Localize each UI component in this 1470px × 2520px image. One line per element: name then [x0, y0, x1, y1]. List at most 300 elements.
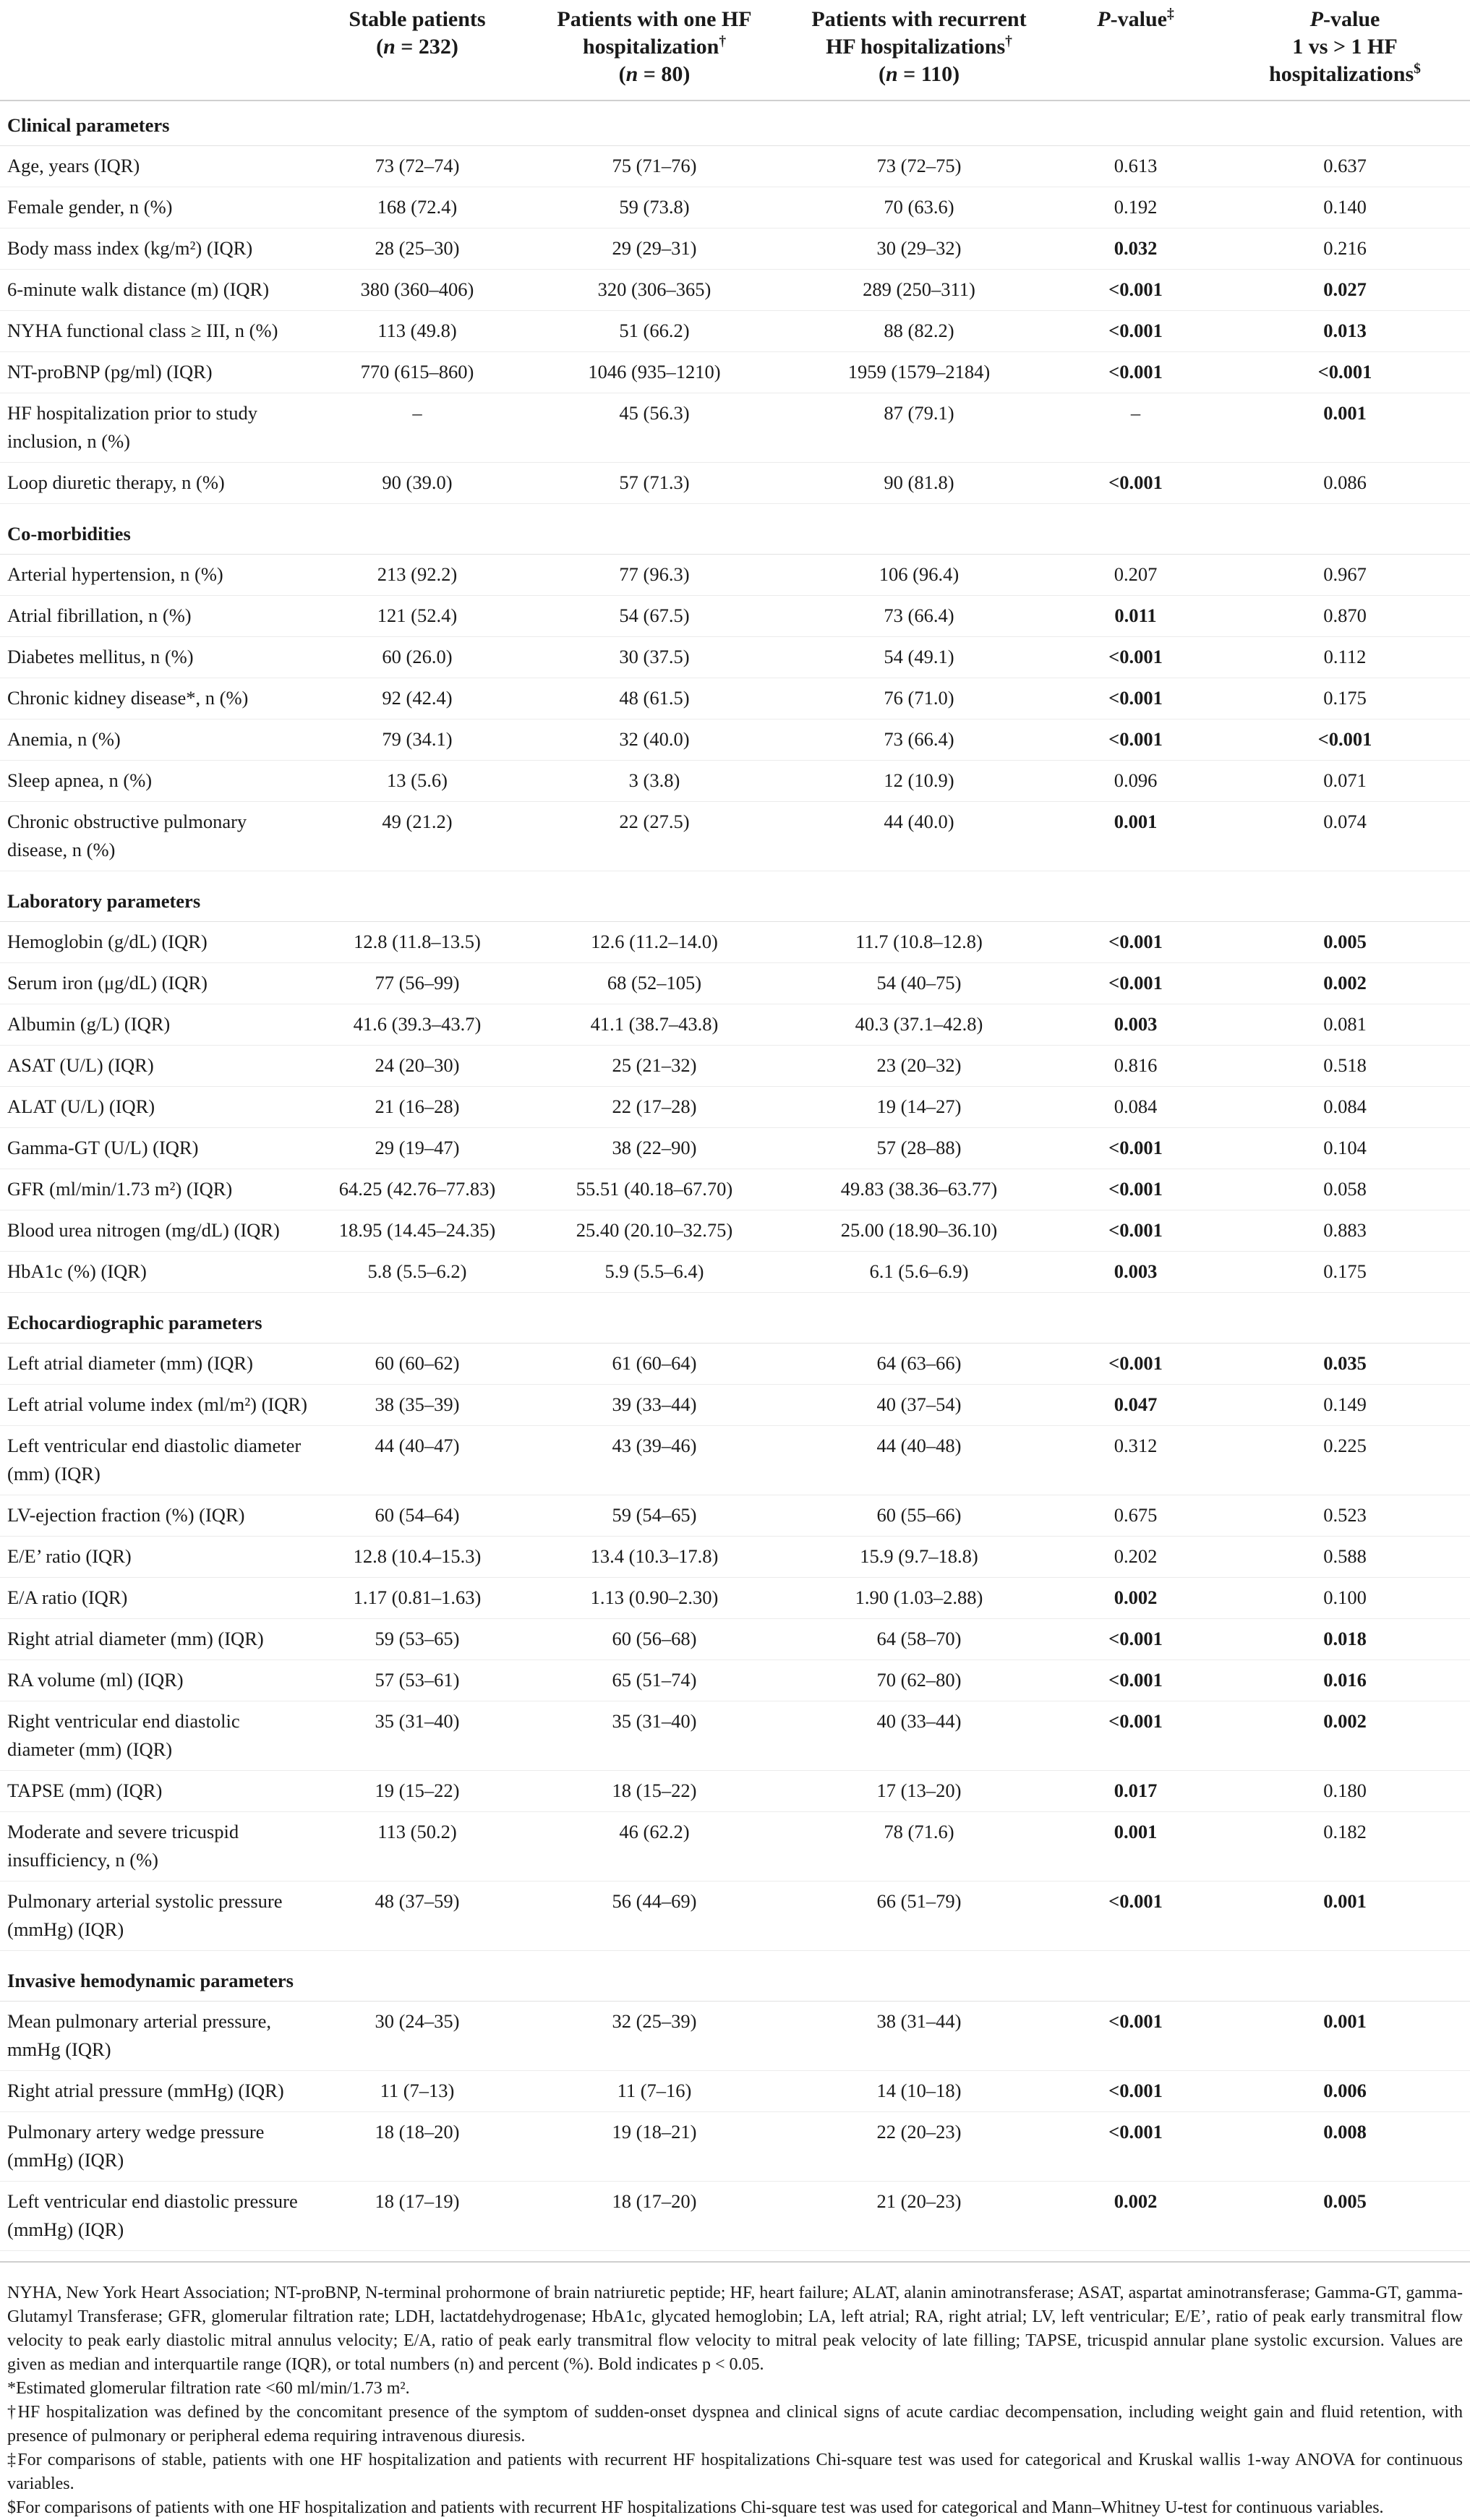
table-row: [0, 1004, 1470, 1046]
value-recurrent-hf: 70 (62–80): [787, 1660, 1051, 1701]
p-value-1-vs-more: <0.001: [1220, 352, 1470, 393]
value-one-hf: 1046 (935–1210): [522, 352, 787, 393]
p-value-1-vs-more: 0.518: [1220, 1046, 1470, 1087]
value-recurrent-hf: 73 (66.4): [787, 596, 1051, 637]
row-label: Atrial fibrillation, n (%): [0, 596, 312, 637]
p-value-1-vs-more: 0.081: [1220, 1004, 1470, 1046]
table-row: [0, 678, 1470, 719]
value-stable: 41.6 (39.3–43.7): [312, 1004, 522, 1046]
value-recurrent-hf: 11.7 (10.8–12.8): [787, 922, 1051, 963]
value-recurrent-hf: 15.9 (9.7–18.8): [787, 1537, 1051, 1578]
table-row: [0, 146, 1470, 187]
value-one-hf: 77 (96.3): [522, 555, 787, 596]
header-p-value: P-value‡: [1051, 0, 1220, 101]
value-recurrent-hf: 54 (49.1): [787, 637, 1051, 678]
section-header-row: [0, 101, 1470, 146]
value-recurrent-hf: 57 (28–88): [787, 1128, 1051, 1169]
value-recurrent-hf: 30 (29–32): [787, 228, 1051, 270]
row-label: Left ventricular end diastolic diameter (mm) (IQR): [0, 1426, 312, 1495]
value-recurrent-hf: 1.90 (1.03–2.88): [787, 1578, 1051, 1619]
value-stable: 64.25 (42.76–77.83): [312, 1169, 522, 1210]
value-recurrent-hf: 49.83 (38.36–63.77): [787, 1169, 1051, 1210]
table-row: [0, 270, 1470, 311]
row-label: ALAT (U/L) (IQR): [0, 1087, 312, 1128]
header-stable-line1: Stable patients: [349, 7, 486, 31]
section-title: Echocardiographic parameters: [0, 1293, 1470, 1344]
table-row: [0, 1426, 1470, 1495]
value-one-hf: 39 (33–44): [522, 1385, 787, 1426]
value-recurrent-hf: 78 (71.6): [787, 1812, 1051, 1882]
value-stable: 60 (54–64): [312, 1495, 522, 1537]
p-value: 0.017: [1051, 1771, 1220, 1812]
header-stable-line2: (n = 232): [376, 35, 458, 59]
value-one-hf: 11 (7–16): [522, 2071, 787, 2112]
value-one-hf: 56 (44–69): [522, 1882, 787, 1951]
header-stable-patients: [312, 0, 522, 101]
value-stable: 18 (17–19): [312, 2182, 522, 2251]
value-recurrent-hf: 14 (10–18): [787, 2071, 1051, 2112]
row-label: Mean pulmonary arterial pressure, mmHg (IQR): [0, 2002, 312, 2071]
value-one-hf: 32 (25–39): [522, 2002, 787, 2071]
p-value-1-vs-more: 0.100: [1220, 1578, 1470, 1619]
value-one-hf: 46 (62.2): [522, 1812, 787, 1882]
value-recurrent-hf: 54 (40–75): [787, 963, 1051, 1004]
table-row: [0, 1046, 1470, 1087]
p-value-1-vs-more: 0.182: [1220, 1812, 1470, 1882]
section-header-row: [0, 504, 1470, 555]
value-stable: 5.8 (5.5–6.2): [312, 1252, 522, 1293]
row-label: Moderate and severe tricuspid insufficiency, n (%): [0, 1812, 312, 1882]
value-one-hf: 60 (56–68): [522, 1619, 787, 1660]
row-label: TAPSE (mm) (IQR): [0, 1771, 312, 1812]
value-recurrent-hf: 6.1 (5.6–6.9): [787, 1252, 1051, 1293]
p-value: 0.002: [1051, 2182, 1220, 2251]
p-value: <0.001: [1051, 2002, 1220, 2071]
value-one-hf: 57 (71.3): [522, 463, 787, 504]
value-one-hf: 3 (3.8): [522, 761, 787, 802]
row-label: ASAT (U/L) (IQR): [0, 1046, 312, 1087]
p-value: 0.192: [1051, 187, 1220, 228]
row-label: Loop diuretic therapy, n (%): [0, 463, 312, 504]
row-label: Age, years (IQR): [0, 146, 312, 187]
row-label: Right atrial pressure (mmHg) (IQR): [0, 2071, 312, 2112]
table-row: [0, 1252, 1470, 1293]
table-row: [0, 761, 1470, 802]
table-row: [0, 1385, 1470, 1426]
value-stable: 19 (15–22): [312, 1771, 522, 1812]
value-one-hf: 43 (39–46): [522, 1426, 787, 1495]
p-value-1-vs-more: 0.071: [1220, 761, 1470, 802]
p-value: 0.816: [1051, 1046, 1220, 1087]
row-label: Right ventricular end diastolic diameter (mm) (IQR): [0, 1701, 312, 1771]
row-label: Chronic kidney disease*, n (%): [0, 678, 312, 719]
value-one-hf: 12.6 (11.2–14.0): [522, 922, 787, 963]
p-value-1-vs-more: 0.002: [1220, 1701, 1470, 1771]
p-value-1-vs-more: 0.084: [1220, 1087, 1470, 1128]
row-label: Left ventricular end diastolic pressure (mmHg) (IQR): [0, 2182, 312, 2251]
header-recurrent-line3: (n = 110): [878, 62, 960, 86]
row-label: E/A ratio (IQR): [0, 1578, 312, 1619]
table-row: [0, 2071, 1470, 2112]
value-stable: 18 (18–20): [312, 2112, 522, 2182]
p-value-1-vs-more: 0.013: [1220, 311, 1470, 352]
p-value: 0.202: [1051, 1537, 1220, 1578]
table-row: [0, 1771, 1470, 1812]
value-stable: 380 (360–406): [312, 270, 522, 311]
p-value-1-vs-more: 0.027: [1220, 270, 1470, 311]
p-value: <0.001: [1051, 922, 1220, 963]
value-stable: 60 (26.0): [312, 637, 522, 678]
p-value: <0.001: [1051, 1210, 1220, 1252]
table-row: [0, 719, 1470, 761]
p-value: <0.001: [1051, 463, 1220, 504]
header-p-value-1-vs-more: P-value 1 vs > 1 HF hospitalizations$: [1220, 0, 1470, 101]
table-row: [0, 1495, 1470, 1537]
table-row: [0, 1344, 1470, 1385]
table-row: [0, 2182, 1470, 2251]
value-one-hf: 32 (40.0): [522, 719, 787, 761]
row-label: NYHA functional class ≥ III, n (%): [0, 311, 312, 352]
row-label: Gamma-GT (U/L) (IQR): [0, 1128, 312, 1169]
p-value: <0.001: [1051, 963, 1220, 1004]
value-stable: 13 (5.6): [312, 761, 522, 802]
table-header: [0, 0, 1470, 101]
table-row: [0, 1128, 1470, 1169]
p-value-1-vs-more: 0.523: [1220, 1495, 1470, 1537]
value-stable: 168 (72.4): [312, 187, 522, 228]
value-one-hf: 5.9 (5.5–6.4): [522, 1252, 787, 1293]
footnote: *Estimated glomerular filtration rate <60 ml/min/1.73 m².: [7, 2379, 410, 2398]
value-recurrent-hf: 70 (63.6): [787, 187, 1051, 228]
value-stable: 12.8 (11.8–13.5): [312, 922, 522, 963]
p-value: <0.001: [1051, 352, 1220, 393]
value-recurrent-hf: 73 (66.4): [787, 719, 1051, 761]
value-recurrent-hf: 21 (20–23): [787, 2182, 1051, 2251]
value-stable: 121 (52.4): [312, 596, 522, 637]
value-stable: 38 (35–39): [312, 1385, 522, 1426]
header-recurrent-hf: [787, 0, 1051, 101]
row-label: Body mass index (kg/m²) (IQR): [0, 228, 312, 270]
p-value: <0.001: [1051, 1660, 1220, 1701]
row-label: HbA1c (%) (IQR): [0, 1252, 312, 1293]
value-recurrent-hf: 38 (31–44): [787, 2002, 1051, 2071]
p-value-1-vs-more: 0.175: [1220, 678, 1470, 719]
section-title: Clinical parameters: [0, 101, 1470, 146]
value-stable: 73 (72–74): [312, 146, 522, 187]
value-stable: 79 (34.1): [312, 719, 522, 761]
p-value: <0.001: [1051, 2112, 1220, 2182]
section-title: Invasive hemodynamic parameters: [0, 1951, 1470, 2002]
value-recurrent-hf: 76 (71.0): [787, 678, 1051, 719]
value-recurrent-hf: 22 (20–23): [787, 2112, 1051, 2182]
value-one-hf: 30 (37.5): [522, 637, 787, 678]
table-row: [0, 1812, 1470, 1882]
p-value: 0.312: [1051, 1426, 1220, 1495]
value-one-hf: 22 (27.5): [522, 802, 787, 871]
p-value-1-vs-more: 0.967: [1220, 555, 1470, 596]
value-one-hf: 51 (66.2): [522, 311, 787, 352]
value-one-hf: 29 (29–31): [522, 228, 787, 270]
value-recurrent-hf: 64 (63–66): [787, 1344, 1051, 1385]
value-one-hf: 41.1 (38.7–43.8): [522, 1004, 787, 1046]
value-one-hf: 18 (15–22): [522, 1771, 787, 1812]
footnote: $For comparisons of patients with one HF hospitalization and patients with recurrent HF hospitalizations Chi-square test was used for categorical and Mann–Whitney U-test for continuous variables.: [7, 2498, 1384, 2517]
section-header-row: [0, 1951, 1470, 2002]
value-recurrent-hf: 40 (37–54): [787, 1385, 1051, 1426]
value-one-hf: 55.51 (40.18–67.70): [522, 1169, 787, 1210]
section-title: Laboratory parameters: [0, 871, 1470, 922]
value-one-hf: 65 (51–74): [522, 1660, 787, 1701]
value-one-hf: 25 (21–32): [522, 1046, 787, 1087]
row-label: Left atrial volume index (ml/m²) (IQR): [0, 1385, 312, 1426]
header-one-hf-line1: Patients with one HF: [557, 7, 752, 31]
value-recurrent-hf: 60 (55–66): [787, 1495, 1051, 1537]
row-label: Pulmonary artery wedge pressure (mmHg) (IQR): [0, 2112, 312, 2182]
p-value-1-vs-more: 0.001: [1220, 393, 1470, 463]
p-value: <0.001: [1051, 2071, 1220, 2112]
value-recurrent-hf: 12 (10.9): [787, 761, 1051, 802]
row-label: Hemoglobin (g/dL) (IQR): [0, 922, 312, 963]
header-recurrent-line1: Patients with recurrent: [811, 7, 1027, 31]
value-stable: 57 (53–61): [312, 1660, 522, 1701]
footnote: ‡For comparisons of stable, patients with one HF hospitalization and patients with recurrent HF hospitalizations Chi-square test was used for categorical and Kruskal wallis 1-way ANOVA for continuous variables.: [7, 2451, 1463, 2493]
p-value-1-vs-more: 0.112: [1220, 637, 1470, 678]
p-value-1-vs-more: 0.008: [1220, 2112, 1470, 2182]
p-value: 0.002: [1051, 1578, 1220, 1619]
p-value: 0.675: [1051, 1495, 1220, 1537]
table-row: [0, 1882, 1470, 1951]
p-value-1-vs-more: 0.175: [1220, 1252, 1470, 1293]
p-value: 0.001: [1051, 1812, 1220, 1882]
value-stable: 44 (40–47): [312, 1426, 522, 1495]
p-value: 0.003: [1051, 1004, 1220, 1046]
table-row: [0, 1087, 1470, 1128]
header-one-hf-line3: (n = 80): [618, 62, 691, 86]
value-recurrent-hf: 289 (250–311): [787, 270, 1051, 311]
header-recurrent-line2: HF hospitalizations†: [826, 34, 1012, 59]
p-value-1-vs-more: 0.074: [1220, 802, 1470, 871]
table-row: [0, 1660, 1470, 1701]
p-value-1-vs-more: 0.216: [1220, 228, 1470, 270]
value-one-hf: 38 (22–90): [522, 1128, 787, 1169]
p-value: –: [1051, 393, 1220, 463]
row-label: RA volume (ml) (IQR): [0, 1660, 312, 1701]
table-row: [0, 555, 1470, 596]
row-label: Albumin (g/L) (IQR): [0, 1004, 312, 1046]
header-empty: [0, 0, 312, 101]
table-row: [0, 463, 1470, 504]
p-value-1-vs-more: 0.005: [1220, 922, 1470, 963]
p-value: <0.001: [1051, 270, 1220, 311]
value-recurrent-hf: 25.00 (18.90–36.10): [787, 1210, 1051, 1252]
value-stable: 213 (92.2): [312, 555, 522, 596]
row-label: Right atrial diameter (mm) (IQR): [0, 1619, 312, 1660]
row-label: Serum iron (μg/dL) (IQR): [0, 963, 312, 1004]
row-label: HF hospitalization prior to study inclusion, n (%): [0, 393, 312, 463]
value-one-hf: 59 (54–65): [522, 1495, 787, 1537]
value-stable: 113 (50.2): [312, 1812, 522, 1882]
p-value-1-vs-more: 0.001: [1220, 2002, 1470, 2071]
value-stable: 90 (39.0): [312, 463, 522, 504]
value-stable: 92 (42.4): [312, 678, 522, 719]
value-stable: 59 (53–65): [312, 1619, 522, 1660]
row-label: Pulmonary arterial systolic pressure (mmHg) (IQR): [0, 1882, 312, 1951]
value-stable: 24 (20–30): [312, 1046, 522, 1087]
value-recurrent-hf: 64 (58–70): [787, 1619, 1051, 1660]
p-value: <0.001: [1051, 1128, 1220, 1169]
value-recurrent-hf: 44 (40.0): [787, 802, 1051, 871]
p-value: <0.001: [1051, 1882, 1220, 1951]
p-value: 0.047: [1051, 1385, 1220, 1426]
value-stable: 60 (60–62): [312, 1344, 522, 1385]
footnote: NYHA, New York Heart Association; NT-proBNP, N-terminal prohormone of brain natriuretic peptide; HF, heart failure; ALAT, alanin aminotransferase; ASAT, aspartat aminotransferase; Gamma-GT, gamma-Glutamyl Transferase; GFR, glomerular filtration rate; LDH, lactatdehydrogenase; HbA1c, glycated hemoglobin; LA, left atrial; RA, right atrial; LV, left ventricular; E/E’, ratio of peak early transmitral flow velocity to peak early diastolic mitral annulus velocity; E/A, ratio of peak early transmitral flow velocity to mitral peak velocity of late filling; TAPSE, tricuspid annular plane systolic excursion. Values are given as median and interquartile range (IQR), or total numbers (n) and percent (%). Bold indicates p < 0.05.: [7, 2284, 1463, 2374]
row-label: Left atrial diameter (mm) (IQR): [0, 1344, 312, 1385]
value-one-hf: 13.4 (10.3–17.8): [522, 1537, 787, 1578]
table-row: [0, 596, 1470, 637]
table-row: [0, 228, 1470, 270]
section-header-row: [0, 871, 1470, 922]
table-row: [0, 1537, 1470, 1578]
table-row: [0, 1701, 1470, 1771]
row-label: LV-ejection fraction (%) (IQR): [0, 1495, 312, 1537]
value-recurrent-hf: 90 (81.8): [787, 463, 1051, 504]
value-recurrent-hf: 19 (14–27): [787, 1087, 1051, 1128]
row-label: GFR (ml/min/1.73 m²) (IQR): [0, 1169, 312, 1210]
row-label: 6-minute walk distance (m) (IQR): [0, 270, 312, 311]
p-value-1-vs-more: 0.002: [1220, 963, 1470, 1004]
table-row: [0, 311, 1470, 352]
row-label: Blood urea nitrogen (mg/dL) (IQR): [0, 1210, 312, 1252]
value-one-hf: 22 (17–28): [522, 1087, 787, 1128]
table-row: [0, 637, 1470, 678]
value-stable: 1.17 (0.81–1.63): [312, 1578, 522, 1619]
p-value-1-vs-more: 0.058: [1220, 1169, 1470, 1210]
footnote: †HF hospitalization was defined by the concomitant presence of the symptom of sudden-onset dyspnea and clinical signs of acute cardiac decompensation, including weight gain and fluid retention, with presence of pulmonary or peripheral edema requiring intravenous diuresis.: [7, 2403, 1463, 2446]
p-value-1-vs-more: 0.637: [1220, 146, 1470, 187]
section-title: Co-morbidities: [0, 504, 1470, 555]
p-value: 0.032: [1051, 228, 1220, 270]
value-stable: 12.8 (10.4–15.3): [312, 1537, 522, 1578]
p-value: <0.001: [1051, 311, 1220, 352]
value-stable: 77 (56–99): [312, 963, 522, 1004]
value-stable: –: [312, 393, 522, 463]
value-recurrent-hf: 1959 (1579–2184): [787, 352, 1051, 393]
p-value: <0.001: [1051, 1619, 1220, 1660]
value-one-hf: 68 (52–105): [522, 963, 787, 1004]
table-row: [0, 1619, 1470, 1660]
header-one-hf-line2: hospitalization†: [582, 34, 727, 59]
value-recurrent-hf: 44 (40–48): [787, 1426, 1051, 1495]
header-row: [0, 0, 1470, 101]
value-stable: 48 (37–59): [312, 1882, 522, 1951]
p-value-1-vs-more: <0.001: [1220, 719, 1470, 761]
value-recurrent-hf: 23 (20–32): [787, 1046, 1051, 1087]
value-one-hf: 1.13 (0.90–2.30): [522, 1578, 787, 1619]
p-value-1-vs-more: 0.006: [1220, 2071, 1470, 2112]
table-row: [0, 2002, 1470, 2071]
p-value-1-vs-more: 0.035: [1220, 1344, 1470, 1385]
table-row: [0, 922, 1470, 963]
row-label: E/E’ ratio (IQR): [0, 1537, 312, 1578]
table-row: [0, 802, 1470, 871]
row-label: NT-proBNP (pg/ml) (IQR): [0, 352, 312, 393]
p-value-1-vs-more: 0.140: [1220, 187, 1470, 228]
value-recurrent-hf: 73 (72–75): [787, 146, 1051, 187]
p-value-1-vs-more: 0.149: [1220, 1385, 1470, 1426]
value-recurrent-hf: 66 (51–79): [787, 1882, 1051, 1951]
p-value: 0.003: [1051, 1252, 1220, 1293]
p-value: <0.001: [1051, 1701, 1220, 1771]
row-label: Female gender, n (%): [0, 187, 312, 228]
value-stable: 30 (24–35): [312, 2002, 522, 2071]
p-value: <0.001: [1051, 719, 1220, 761]
table-row: [0, 1169, 1470, 1210]
p-value-1-vs-more: 0.016: [1220, 1660, 1470, 1701]
value-one-hf: 61 (60–64): [522, 1344, 787, 1385]
value-one-hf: 75 (71–76): [522, 146, 787, 187]
p-value: 0.084: [1051, 1087, 1220, 1128]
table-row: [0, 352, 1470, 393]
value-stable: 49 (21.2): [312, 802, 522, 871]
value-one-hf: 48 (61.5): [522, 678, 787, 719]
value-stable: 28 (25–30): [312, 228, 522, 270]
p-value-1-vs-more: 0.001: [1220, 1882, 1470, 1951]
p-value-1-vs-more: 0.225: [1220, 1426, 1470, 1495]
value-one-hf: 54 (67.5): [522, 596, 787, 637]
table-body: [0, 101, 1470, 2251]
value-one-hf: 18 (17–20): [522, 2182, 787, 2251]
value-stable: 29 (19–47): [312, 1128, 522, 1169]
value-stable: 113 (49.8): [312, 311, 522, 352]
value-one-hf: 59 (73.8): [522, 187, 787, 228]
p-value: <0.001: [1051, 1344, 1220, 1385]
p-value-1-vs-more: 0.086: [1220, 463, 1470, 504]
value-stable: 770 (615–860): [312, 352, 522, 393]
row-label: Sleep apnea, n (%): [0, 761, 312, 802]
p-value: <0.001: [1051, 1169, 1220, 1210]
p-value-1-vs-more: 0.005: [1220, 2182, 1470, 2251]
row-label: Chronic obstructive pulmonary disease, n (%): [0, 802, 312, 871]
value-stable: 21 (16–28): [312, 1087, 522, 1128]
p-value: 0.096: [1051, 761, 1220, 802]
value-stable: 35 (31–40): [312, 1701, 522, 1771]
table-row: [0, 1210, 1470, 1252]
p-value-1-vs-more: 0.883: [1220, 1210, 1470, 1252]
row-label: Anemia, n (%): [0, 719, 312, 761]
value-one-hf: 45 (56.3): [522, 393, 787, 463]
value-one-hf: 35 (31–40): [522, 1701, 787, 1771]
value-one-hf: 320 (306–365): [522, 270, 787, 311]
table-row: [0, 393, 1470, 463]
p-value-1-vs-more: 0.018: [1220, 1619, 1470, 1660]
p-value: 0.613: [1051, 146, 1220, 187]
value-one-hf: 25.40 (20.10–32.75): [522, 1210, 787, 1252]
table-row: [0, 187, 1470, 228]
value-one-hf: 19 (18–21): [522, 2112, 787, 2182]
p-value-1-vs-more: 0.104: [1220, 1128, 1470, 1169]
row-label: Arterial hypertension, n (%): [0, 555, 312, 596]
value-recurrent-hf: 106 (96.4): [787, 555, 1051, 596]
p-value-1-vs-more: 0.588: [1220, 1537, 1470, 1578]
p-value: <0.001: [1051, 637, 1220, 678]
table-footnotes: [0, 2261, 1470, 2520]
value-recurrent-hf: 88 (82.2): [787, 311, 1051, 352]
value-recurrent-hf: 17 (13–20): [787, 1771, 1051, 1812]
p-value-1-vs-more: 0.870: [1220, 596, 1470, 637]
value-stable: 18.95 (14.45–24.35): [312, 1210, 522, 1252]
header-one-hf: [522, 0, 787, 101]
p-value-1-vs-more: 0.180: [1220, 1771, 1470, 1812]
